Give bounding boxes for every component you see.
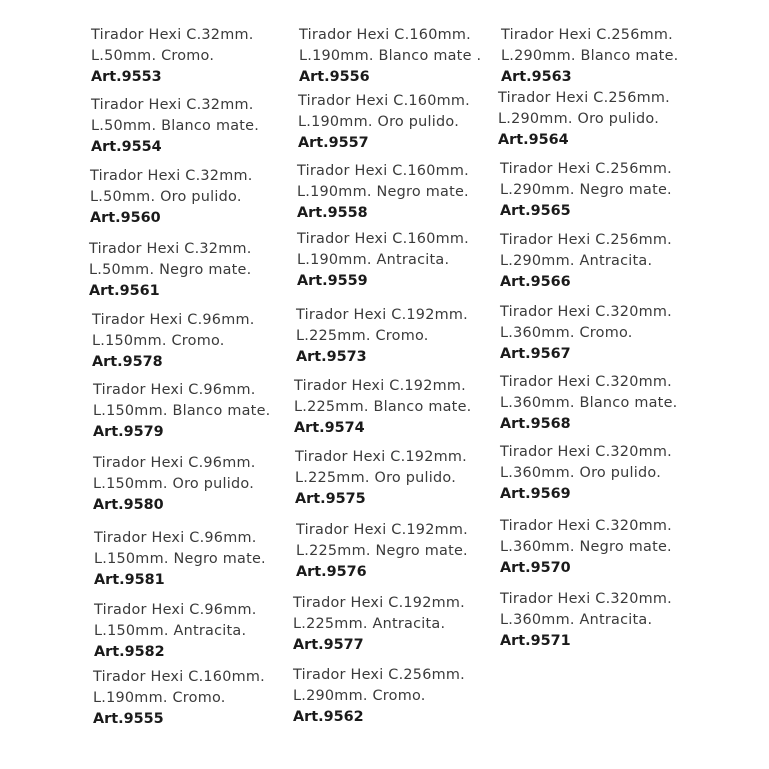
product-name-line: Tirador Hexi C.192mm.	[294, 378, 466, 394]
product-entry	[297, 161, 497, 223]
product-entry	[500, 230, 700, 292]
product-name-line: Tirador Hexi C.256mm.	[293, 667, 465, 683]
product-entry	[501, 25, 701, 87]
product-spec-line: L.190mm. Oro pulido.	[298, 114, 460, 130]
product-spec-line: L.360mm. Blanco mate.	[500, 395, 678, 411]
article-number: Art.9576	[296, 564, 367, 580]
article-number: Art.9553	[91, 69, 162, 85]
product-entry	[92, 310, 292, 372]
product-entry	[93, 453, 293, 515]
article-number: Art.9581	[94, 572, 165, 588]
article-number: Art.9570	[500, 560, 571, 576]
product-spec-line: L.190mm. Cromo.	[93, 690, 226, 706]
article-number: Art.9574	[294, 420, 365, 436]
product-name-line: Tirador Hexi C.160mm.	[299, 27, 471, 43]
product-name-line: Tirador Hexi C.192mm.	[295, 449, 467, 465]
product-spec-line: L.50mm. Blanco mate.	[91, 118, 260, 134]
article-number: Art.9569	[500, 486, 571, 502]
product-spec-line: L.290mm. Negro mate.	[500, 182, 672, 198]
article-number: Art.9558	[297, 205, 368, 221]
article-number: Art.9564	[498, 132, 569, 148]
product-entry	[500, 159, 700, 221]
product-entry	[298, 91, 498, 153]
product-entry	[293, 593, 493, 655]
product-spec-line: L.190mm. Negro mate.	[297, 184, 469, 200]
product-spec-line: L.225mm. Blanco mate.	[294, 399, 472, 415]
product-name-line: Tirador Hexi C.256mm.	[500, 232, 672, 248]
product-spec-line: L.360mm. Antracita.	[500, 612, 653, 628]
product-name-line: Tirador Hexi C.32mm.	[89, 241, 252, 257]
product-spec-line: L.150mm. Antracita.	[94, 623, 247, 639]
product-entry	[94, 600, 294, 662]
product-spec-line: L.190mm. Blanco mate .	[299, 48, 482, 64]
product-name-line: Tirador Hexi C.96mm.	[92, 312, 255, 328]
product-name-line: Tirador Hexi C.96mm.	[94, 530, 257, 546]
product-entry	[500, 372, 700, 434]
product-entry	[297, 229, 497, 291]
product-spec-line: L.150mm. Oro pulido.	[93, 476, 255, 492]
product-entry	[296, 520, 496, 582]
article-number: Art.9579	[93, 424, 164, 440]
article-number: Art.9557	[298, 135, 369, 151]
product-entry	[299, 25, 499, 87]
product-spec-line: L.190mm. Antracita.	[297, 252, 450, 268]
product-name-line: Tirador Hexi C.96mm.	[93, 455, 256, 471]
product-spec-line: L.290mm. Cromo.	[293, 688, 426, 704]
product-entry	[498, 88, 698, 150]
product-entry	[91, 25, 291, 87]
product-name-line: Tirador Hexi C.192mm.	[296, 307, 468, 323]
product-spec-line: L.290mm. Antracita.	[500, 253, 653, 269]
product-entry	[294, 376, 494, 438]
product-spec-line: L.225mm. Oro pulido.	[295, 470, 457, 486]
product-name-line: Tirador Hexi C.256mm.	[500, 161, 672, 177]
product-entry	[293, 665, 493, 727]
product-entry	[296, 305, 496, 367]
article-number: Art.9555	[93, 711, 164, 727]
product-name-line: Tirador Hexi C.320mm.	[500, 304, 672, 320]
product-spec-line: L.225mm. Cromo.	[296, 328, 429, 344]
product-entry	[94, 528, 294, 590]
article-number: Art.9567	[500, 346, 571, 362]
product-spec-line: L.360mm. Cromo.	[500, 325, 633, 341]
product-name-line: Tirador Hexi C.32mm.	[90, 168, 253, 184]
article-number: Art.9566	[500, 274, 571, 290]
product-entry	[500, 442, 700, 504]
product-name-line: Tirador Hexi C.192mm.	[293, 595, 465, 611]
product-name-line: Tirador Hexi C.320mm.	[500, 518, 672, 534]
product-entry	[500, 589, 700, 651]
article-number: Art.9580	[93, 497, 164, 513]
article-number: Art.9556	[299, 69, 370, 85]
product-name-line: Tirador Hexi C.320mm.	[500, 444, 672, 460]
product-name-line: Tirador Hexi C.160mm.	[298, 93, 470, 109]
product-entry	[500, 516, 700, 578]
article-number: Art.9562	[293, 709, 364, 725]
product-spec-line: L.225mm. Negro mate.	[296, 543, 468, 559]
product-name-line: Tirador Hexi C.160mm.	[93, 669, 265, 685]
product-name-line: Tirador Hexi C.96mm.	[93, 382, 256, 398]
product-spec-line: L.50mm. Oro pulido.	[90, 189, 242, 205]
product-name-line: Tirador Hexi C.160mm.	[297, 163, 469, 179]
article-number: Art.9577	[293, 637, 364, 653]
article-number: Art.9575	[295, 491, 366, 507]
product-name-line: Tirador Hexi C.256mm.	[501, 27, 673, 43]
article-number: Art.9582	[94, 644, 165, 660]
product-name-line: Tirador Hexi C.160mm.	[297, 231, 469, 247]
article-number: Art.9565	[500, 203, 571, 219]
article-number: Art.9554	[91, 139, 162, 155]
product-name-line: Tirador Hexi C.256mm.	[498, 90, 670, 106]
product-name-line: Tirador Hexi C.32mm.	[91, 97, 254, 113]
product-entry	[93, 380, 293, 442]
article-number: Art.9561	[89, 283, 160, 299]
article-number: Art.9578	[92, 354, 163, 370]
product-name-line: Tirador Hexi C.32mm.	[91, 27, 254, 43]
product-spec-line: L.290mm. Blanco mate.	[501, 48, 679, 64]
product-entry	[93, 667, 293, 729]
product-entry	[89, 239, 289, 301]
product-name-line: Tirador Hexi C.320mm.	[500, 591, 672, 607]
article-number: Art.9563	[501, 69, 572, 85]
product-entry	[500, 302, 700, 364]
product-spec-line: L.150mm. Negro mate.	[94, 551, 266, 567]
article-number: Art.9560	[90, 210, 161, 226]
product-spec-line: L.150mm. Blanco mate.	[93, 403, 271, 419]
product-name-line: Tirador Hexi C.96mm.	[94, 602, 257, 618]
product-name-line: Tirador Hexi C.320mm.	[500, 374, 672, 390]
product-name-line: Tirador Hexi C.192mm.	[296, 522, 468, 538]
product-spec-line: L.50mm. Negro mate.	[89, 262, 252, 278]
product-entry	[91, 95, 291, 157]
product-spec-line: L.360mm. Negro mate.	[500, 539, 672, 555]
product-entry	[90, 166, 290, 228]
article-number: Art.9571	[500, 633, 571, 649]
product-spec-line: L.50mm. Cromo.	[91, 48, 215, 64]
article-number: Art.9559	[297, 273, 368, 289]
article-number: Art.9573	[296, 349, 367, 365]
product-spec-line: L.290mm. Oro pulido.	[498, 111, 660, 127]
product-spec-line: L.150mm. Cromo.	[92, 333, 225, 349]
product-entry	[295, 447, 495, 509]
product-spec-line: L.360mm. Oro pulido.	[500, 465, 662, 481]
article-number: Art.9568	[500, 416, 571, 432]
product-spec-line: L.225mm. Antracita.	[293, 616, 446, 632]
